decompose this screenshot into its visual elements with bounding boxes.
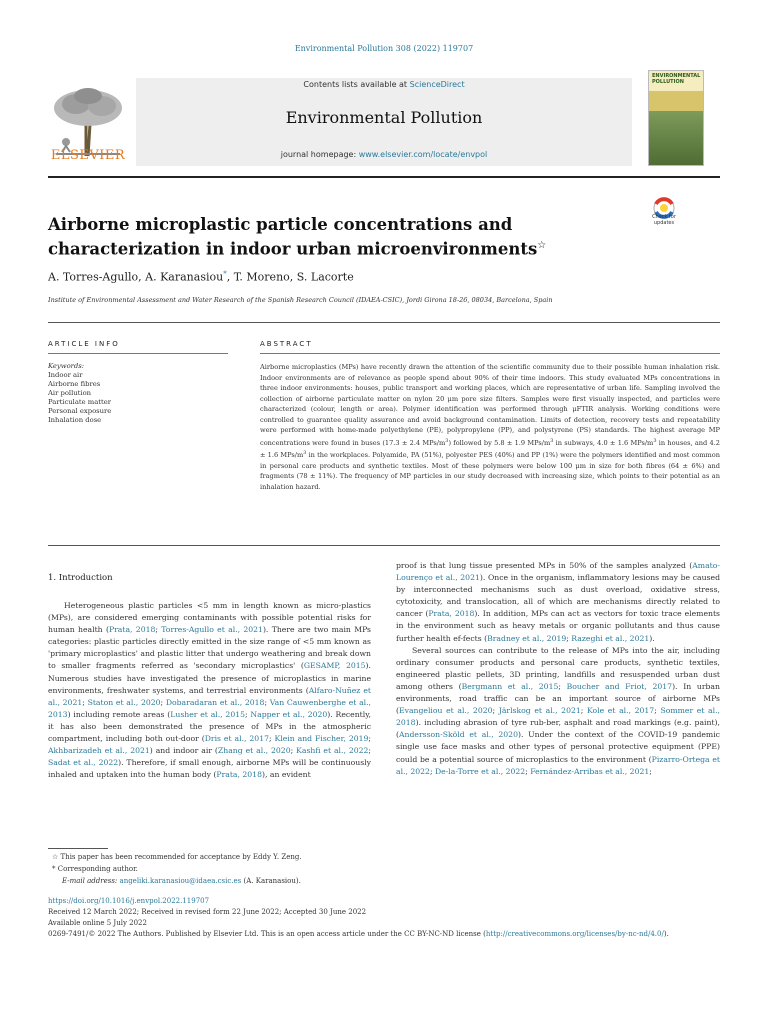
body-text: ). Recently, it has also been demonstrated the presence of MPs in the atmospheric compartment, including both out-door (: [48, 709, 371, 744]
contents-line: Contents lists available at ScienceDirect: [303, 80, 465, 89]
footnote-divider: [48, 848, 108, 849]
citation-link[interactable]: Andersson-Sköld et al., 2020: [399, 730, 518, 740]
keyword: Airborne fibres: [48, 380, 101, 388]
publisher-name: ELSEVIER: [50, 148, 126, 163]
article-metadata: [48, 896, 720, 940]
body-text: ;: [368, 746, 371, 756]
body-text: ). Once in the organism, inflammatory lesions may be caused by interconnected mechanisms such as dust overload, oxidative stress, cytotoxicity, and translocation, all of which are mechanisms directly related to cancer (: [396, 573, 720, 619]
license-statement: 0269-7491/© 2022 The Authors. Published by Elsevier Ltd. This is an open access article under the CC BY-NC-ND license (http://creativecommons.org/licenses/by-nc-nd/4.0/).: [48, 930, 669, 938]
citation-link[interactable]: Sommer et al., 2018: [396, 706, 720, 728]
body-text: ;: [429, 766, 435, 776]
citation-link[interactable]: Pizarro-Ortega et al., 2022: [396, 754, 720, 776]
doi-link[interactable]: https://doi.org/10.1016/j.envpol.2022.119707: [48, 897, 210, 905]
footnote: * Corresponding author.: [52, 865, 138, 873]
citation-link[interactable]: Kashfi et al., 2022: [296, 746, 369, 756]
divider: [48, 322, 720, 323]
citation-link[interactable]: Fernández-Arribas et al., 2021: [530, 766, 650, 776]
body-text: ;: [566, 633, 572, 643]
body-column-left: [48, 600, 371, 781]
body-text: ). In urban environments, road traffic can be an important source of airborne MPs (: [396, 681, 720, 716]
citation-link[interactable]: Zhang et al., 2020: [217, 746, 291, 756]
body-text: Several sources can contribute to the release of MPs into the air, including ordinary consumer products and personal care products, synthetic textiles, engineered plastic pellets, 3D printing, landfills and resuspended urban dust among others (: [396, 645, 720, 691]
keywords-list: [48, 362, 228, 425]
citation-link[interactable]: Evangeliou et al., 2020: [399, 706, 493, 716]
author-list: A. Torres-Agullo, A. Karanasiou*, T. Moreno, S. Lacorte: [48, 270, 354, 284]
body-text: ), an evident: [261, 770, 311, 780]
keywords-label: Keywords:: [48, 362, 85, 370]
citation-link[interactable]: Bergmann et al., 2015: [461, 681, 559, 691]
body-text: ;: [160, 697, 166, 707]
online-date: Available online 5 July 2022: [48, 919, 147, 927]
body-text: ;: [368, 734, 371, 744]
body-text: ;: [268, 734, 275, 744]
citation-link[interactable]: De-la-Torre et al., 2022: [434, 766, 526, 776]
divider: [48, 353, 228, 354]
body-text: ;: [290, 746, 297, 756]
abstract-heading: ABSTRACT: [260, 340, 313, 348]
citation-link[interactable]: Lusher et al., 2015: [170, 709, 245, 719]
keyword: Indoor air: [48, 371, 83, 379]
citation-link[interactable]: Boucher and Friot, 2017: [566, 681, 673, 691]
citation-link[interactable]: Klein and Fischer, 2019: [274, 734, 369, 744]
keyword: Air pollution: [48, 389, 92, 397]
citation-link[interactable]: Prata, 2018: [428, 609, 475, 619]
body-paragraph: [48, 600, 371, 781]
body-text: ;: [264, 697, 270, 707]
abstract-text: Airborne microplastics (MPs) have recently drawn the attention of the scientific community due to their possible human inhalation risk. Indoor environments are of relevance as people spend about 90% of their time indoors. This study evaluated MPs concentrations in three indoor environments: houses, public transport and working places, which are representative of urban life. Sampling involved the collection of airborne particulate matter on nylon 20 μm pore size filters. Samples were first visually inspected, and particles were characterized (colour, length or area). Polymer identification was performed through μFTIR analysis. Working conditions were controlled to guarantee quality assurance and avoid background contamination. Limits of detection, recovery tests and repeatability were performed with home-made polyethylene (PE), polypropylene (PP), and polystyrene (PS) standards. The highest average MP concentrations were found in buses (17.3 ± 2.4 MPs/$m^3$) followed by 5.8 ± 1.9 MPs/$m^3$ in subways, 4.0 ± 1.6 MPs/$m^3$ in houses, and 4.2 ± 1.6 MPs/$m^3$ in the workplaces. Polyamide, PA (51%), polyester PES (40%) and PP (1%) were the polymers identified and most common in personal care products and synthetic textiles. Most of these polymers were below 100 μm in size for both fibres (64 ± 6%) and fragments (78 ± 11%). The frequency of MP particles in our study decreased with increasing size, which points to their potential as an inhalation hazard.: [260, 363, 720, 491]
body-text: ;: [155, 625, 162, 635]
citation-link[interactable]: Prata, 2018: [108, 625, 156, 635]
footnote: ☆ This paper has been recommended for acceptance by Eddy Y. Zeng.: [52, 853, 302, 861]
citation-link[interactable]: Van Cauwenberghe et al., 2013: [48, 697, 371, 719]
keyword: Particulate matter: [48, 398, 112, 406]
citation-link[interactable]: Razeghi et al., 2021: [571, 633, 650, 643]
citation-link[interactable]: Akhbarizadeh et al., 2021: [48, 746, 150, 756]
body-text: Heterogeneous plastic particles <5 mm in length known as micro-plastics (MPs), are considered emerging contaminants with possible potential risks for human health (: [48, 601, 371, 635]
article-title: Airborne microplastic particle concentrations and characterization in indoor urban microenvironments☆: [48, 215, 547, 259]
received-dates: Received 12 March 2022; Received in revised form 22 June 2022; Accepted 30 June 2022: [48, 908, 367, 916]
keyword: Personal exposure: [48, 407, 112, 415]
homepage-line: journal homepage: www.elsevier.com/locate/envpol: [280, 150, 488, 159]
citation-link[interactable]: Alfaro-Nuñez et al., 2021: [48, 685, 371, 707]
article-info-heading: ARTICLE INFO: [48, 340, 120, 348]
citation-link[interactable]: Amato-Lourenço et al., 2021: [396, 561, 720, 583]
body-paragraph: [396, 645, 720, 778]
body-text: ) including remote areas (: [67, 709, 171, 719]
corresponding-mark[interactable]: *: [223, 270, 227, 278]
body-text: ). There are two main MPs categories: plastic particles directly emitted in the size range of <5 mm known as 'primary microplastics' and plastic litter that undergo weathering and break down to smaller fragments referred as 'secondary microplastics' (: [48, 625, 371, 671]
body-text: proof is that lung tissue presented MPs in 50% of the samples analyzed (: [396, 561, 693, 570]
citation-link[interactable]: Dris et al., 2017: [204, 734, 269, 744]
citation-link[interactable]: Prata, 2018: [216, 770, 262, 780]
journal-banner: [136, 78, 632, 166]
cover-title: ENVIRONMENTAL POLLUTION: [649, 71, 703, 91]
citation-link[interactable]: Kole et al., 2017: [586, 706, 655, 716]
body-text: ). In addition, MPs can act as vectors for toxic trace elements in the environment such as heavy metals or organic pollutants and thus cause further health ef-fects (: [396, 609, 721, 643]
citation-link[interactable]: Dobaradaran et al., 2018: [165, 697, 265, 707]
body-text: ). Under the context of the COVID-19 pandemic single use face masks and other types of personal protective equipment (PPE) could be a potential source of microplastics to the environment (: [396, 730, 720, 764]
journal-homepage-link[interactable]: www.elsevier.com/locate/envpol: [358, 150, 488, 159]
divider: [48, 545, 720, 546]
title-footnote-mark[interactable]: ☆: [537, 240, 547, 251]
citation-link[interactable]: Bradney et al., 2019: [487, 633, 567, 643]
body-text: ;: [245, 709, 251, 719]
header-divider: [48, 176, 720, 178]
body-text: ;: [492, 706, 499, 716]
body-text: ;: [525, 766, 531, 776]
journal-cover-image: [648, 70, 704, 166]
sciencedirect-link[interactable]: ScienceDirect: [409, 80, 465, 89]
email-link[interactable]: angeliki.karanasiou@idaea.csic.es: [119, 877, 242, 885]
body-text: ). including abrasion of tyre rub-ber, asphalt and road markings (e.g. paint), (: [396, 718, 720, 740]
citation-link[interactable]: Järlskog et al., 2021: [498, 706, 581, 716]
citation-link[interactable]: GESAMP, 2015: [303, 661, 366, 671]
check-for-updates-label[interactable]: Check for updates: [652, 214, 676, 226]
body-text: ).: [649, 633, 655, 643]
corresponding-author: A. Karanasiou: [145, 270, 224, 284]
body-text: ;: [82, 697, 88, 707]
journal-header: [48, 70, 720, 168]
body-paragraph: [396, 560, 720, 645]
citation-link[interactable]: Torres-Agullo et al., 2021: [161, 625, 263, 635]
citation-link[interactable]: Sadat et al., 2022: [48, 758, 119, 768]
body-text: ). Therefore, if small enough, airborne MPs will be continuously inhaled and uptaken into the human body (: [48, 758, 371, 780]
body-text: ;: [558, 681, 567, 691]
license-link[interactable]: http://creativecommons.org/licenses/by-nc-nd/4.0/: [485, 930, 664, 938]
body-text: ) and indoor air (: [149, 746, 218, 756]
journal-title: Environmental Pollution: [285, 108, 483, 127]
keyword: Inhalation dose: [48, 416, 102, 424]
divider: [260, 353, 720, 354]
body-text: ;: [580, 706, 587, 716]
body-column-right: [396, 560, 720, 778]
citation-link[interactable]: Napper et al., 2020: [250, 709, 328, 719]
journal-citation[interactable]: Environmental Pollution 308 (2022) 119707: [294, 44, 474, 53]
affiliation: Institute of Environmental Assessment and Water Research of the Spanish Research Council (IDAEA-CSIC), Jordi Girona 18-26, 08034, Barcelona, Spain: [48, 296, 553, 304]
section-heading-introduction: 1. Introduction: [48, 573, 113, 583]
body-text: ;: [654, 706, 661, 716]
body-text: ;: [649, 766, 652, 776]
body-text: ). Numerous studies have investigated the presence of microplastics in marine environments, freshwater systems, and terrestrial environments (: [48, 661, 371, 695]
footnote-email: E-mail address: angeliki.karanasiou@idaea.csic.es (A. Karanasiou).: [62, 877, 301, 885]
citation-link[interactable]: Staton et al., 2020: [87, 697, 161, 707]
